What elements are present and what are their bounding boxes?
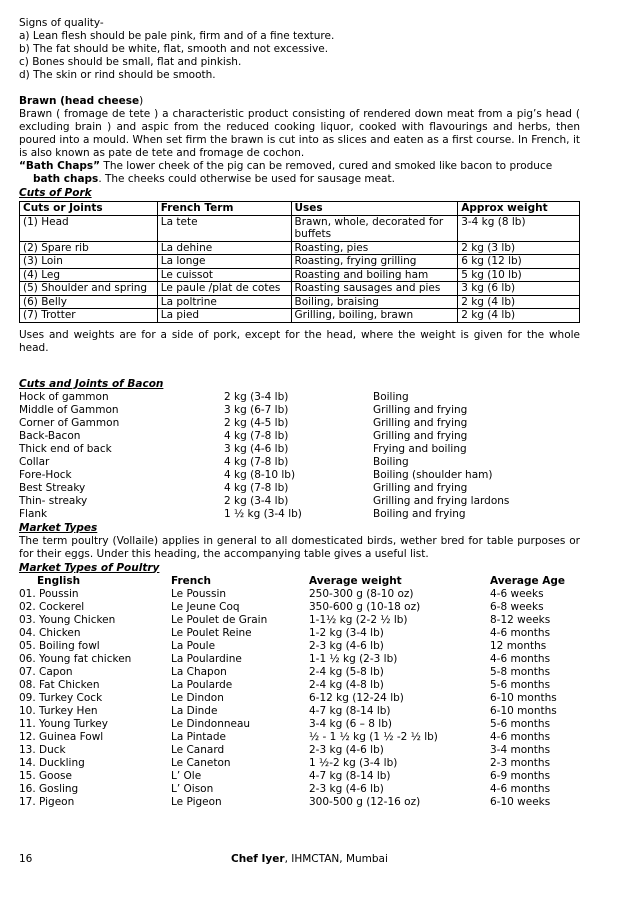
table-cell: Brawn, whole, decorated for buffets [291, 215, 458, 241]
list-item: 12. Guinea Fowl La Pintade ½ - 1 ½ kg (1 ½ -2 ½ lb) 4-6 months [19, 730, 551, 743]
table-cell: (1) Head [20, 215, 158, 241]
poultry-list [19, 575, 580, 809]
table-cell: 2 kg (3 lb) [458, 241, 580, 255]
pork-title: Cuts of Pork [19, 187, 92, 199]
document-page [19, 17, 580, 809]
quality-heading: Signs of quality- [19, 17, 104, 29]
quality-item: a) Lean flesh should be pale pink, firm and of a fine texture. [19, 30, 335, 42]
footer-affiliation: , IHMCTAN, Mumbai [284, 853, 388, 865]
table-cell: 3 kg (6 lb) [458, 282, 580, 296]
table-cell: (3) Loin [20, 255, 158, 269]
pork-section [19, 187, 580, 355]
pork-table [19, 201, 580, 323]
list-item: 17. Pigeon Le Pigeon 300-500 g (12-16 oz) 6-10 weeks [19, 795, 551, 808]
bath-chaps-label: “Bath Chaps” [19, 160, 101, 172]
table-cell: Roasting sausages and pies [291, 282, 458, 296]
list-item: 13. Duck Le Canard 2-3 kg (4-6 lb) 3-4 months [19, 743, 551, 756]
bacon-title: Cuts and Joints of Bacon [19, 377, 164, 390]
list-item: 11. Young Turkey Le Dindonneau 3-4 kg (6 – 8 lb) 5-6 months [19, 717, 551, 730]
table-row [20, 241, 580, 255]
table-cell: Le cuissot [157, 268, 291, 282]
table-cell: Roasting, frying grilling [291, 255, 458, 269]
list-item: 14. Duckling Le Caneton 1 ½-2 kg (3-4 lb) 2-3 months [19, 756, 551, 769]
brawn-title: Brawn (head cheese) [19, 95, 144, 107]
table-cell: (7) Trotter [20, 309, 158, 323]
bacon-section [19, 378, 580, 521]
table-row [20, 215, 580, 241]
list-item: 01. Poussin Le Poussin 250-300 g (8-10 oz) 4-6 weeks [19, 587, 544, 600]
table-row [20, 282, 580, 296]
table-cell: (6) Belly [20, 295, 158, 309]
list-item: 09. Turkey Cock Le Dindon 6-12 kg (12-24 lb) 6-10 months [19, 691, 557, 704]
table-cell: La dehine [157, 241, 291, 255]
page-number: 16 [19, 853, 33, 865]
table-header-row [20, 202, 580, 216]
bath-chaps-line: “Bath Chaps” The lower cheek of the pig can be removed, cured and smoked like bacon to produce [19, 160, 553, 172]
table-row [20, 255, 580, 269]
table-cell: La poltrine [157, 295, 291, 309]
list-item: 04. Chicken Le Poulet Reine 1-2 kg (3-4 lb) 4-6 months [19, 626, 551, 639]
footer-credit [231, 853, 388, 866]
market-section [19, 522, 580, 561]
list-item: 10. Turkey Hen La Dinde 4-7 kg (8-14 lb) 6-10 months [19, 704, 557, 717]
list-item: 08. Fat Chicken La Poularde 2-4 kg (4-8 lb) 5-6 months [19, 678, 551, 691]
table-cell: (5) Shoulder and spring [20, 282, 158, 296]
bath-chaps-line-2: bath chaps. The cheeks could otherwise be used for sausage meat. [33, 173, 395, 185]
quality-item: b) The fat should be white, flat, smooth and not excessive. [19, 43, 329, 55]
market-paragraph: The term poultry (Vollaile) applies in general to all domesticated birds, wether bred for table purposes or for their eggs. Under this heading, the accompanying table gives a useful list. [19, 534, 580, 560]
table-cell: La longe [157, 255, 291, 269]
list-item: Best Streaky 4 kg (7-8 lb) Grilling and frying [19, 481, 468, 494]
table-row [20, 295, 580, 309]
list-item: Fore-Hock 4 kg (8-10 lb) Boiling (shoulder ham) [19, 468, 493, 481]
quality-section [19, 17, 580, 82]
table-row [20, 309, 580, 323]
list-item: 05. Boiling fowl La Poule 2-3 kg (4-6 lb) 12 months [19, 639, 547, 652]
table-cell: La pied [157, 309, 291, 323]
pork-note: Uses and weights are for a side of pork, except for the head, where the weight is given for the whole head. [19, 328, 580, 354]
table-cell: Roasting, pies [291, 241, 458, 255]
list-item: 07. Capon La Chapon 2-4 kg (5-8 lb) 5-8 months [19, 665, 551, 678]
market-title: Market Types [19, 521, 98, 534]
brawn-paragraph: Brawn ( fromage de tete ) a characteristic product consisting of rendered down meat from a pig’s head ( excluding brain ) and aspic from the reduced cooking liquor, cooked with flavourings and herbs, then poured into a mould. When set firm the brawn is cut into as slices and eaten as a first course. In French, it is also known as pate de tete and fromage de cochon. [19, 108, 580, 159]
table-cell: Le paule /plat de cotes [157, 282, 291, 296]
list-item: 06. Young fat chicken La Poulardine 1-1 ½ kg (2-3 lb) 4-6 months [19, 652, 551, 665]
list-item: Middle of Gammon 3 kg (6-7 lb) Grilling and frying [19, 403, 468, 416]
list-item: Thin- streaky 2 kg (3-4 lb) Grilling and frying lardons [19, 494, 510, 507]
table-cell: (4) Leg [20, 268, 158, 282]
table-cell: 3-4 kg (8 lb) [458, 215, 580, 241]
table-header-cell: Cuts or Joints [20, 202, 158, 216]
table-header-cell: Approx weight [458, 202, 580, 216]
table-cell: Roasting and boiling ham [291, 268, 458, 282]
quality-item: c) Bones should be small, flat and pinkish. [19, 56, 242, 68]
table-cell: 6 kg (12 lb) [458, 255, 580, 269]
table-header-cell: Uses [291, 202, 458, 216]
table-row [20, 268, 580, 282]
poultry-section [19, 562, 580, 809]
table-cell: (2) Spare rib [20, 241, 158, 255]
list-item: 16. Gosling L’ Oison 2-3 kg (4-6 lb) 4-6 months [19, 782, 551, 795]
table-cell: 5 kg (10 lb) [458, 268, 580, 282]
table-cell: La tete [157, 215, 291, 241]
table-header-cell: French Term [157, 202, 291, 216]
list-item: Hock of gammon 2 kg (3-4 lb) Boiling [19, 390, 409, 403]
table-header-row: English French Average weight Average Age [37, 574, 566, 587]
table-cell: 2 kg (4 lb) [458, 295, 580, 309]
list-item: Collar 4 kg (7-8 lb) Boiling [19, 455, 409, 468]
brawn-section [19, 95, 580, 186]
list-item: Back-Bacon 4 kg (7-8 lb) Grilling and frying [19, 429, 468, 442]
bacon-list [19, 391, 580, 521]
list-item: 02. Cockerel Le Jeune Coq 350-600 g (10-18 oz) 6-8 weeks [19, 600, 544, 613]
list-item: 15. Goose L’ Ole 4-7 kg (8-14 lb) 6-9 months [19, 769, 551, 782]
table-cell: Grilling, boiling, brawn [291, 309, 458, 323]
table-cell: 2 kg (4 lb) [458, 309, 580, 323]
footer-author: Chef Iyer [231, 853, 285, 865]
list-item: 03. Young Chicken Le Poulet de Grain 1-1½ kg (2-2 ½ lb) 8-12 weeks [19, 613, 551, 626]
table-cell: Boiling, braising [291, 295, 458, 309]
poultry-title: Market Types of Poultry [19, 561, 160, 574]
list-item: Corner of Gammon 2 kg (4-5 lb) Grilling and frying [19, 416, 468, 429]
quality-item: d) The skin or rind should be smooth. [19, 69, 216, 81]
list-item: Thick end of back 3 kg (4-6 lb) Frying and boiling [19, 442, 467, 455]
list-item: Flank 1 ½ kg (3-4 lb) Boiling and frying [19, 507, 466, 520]
